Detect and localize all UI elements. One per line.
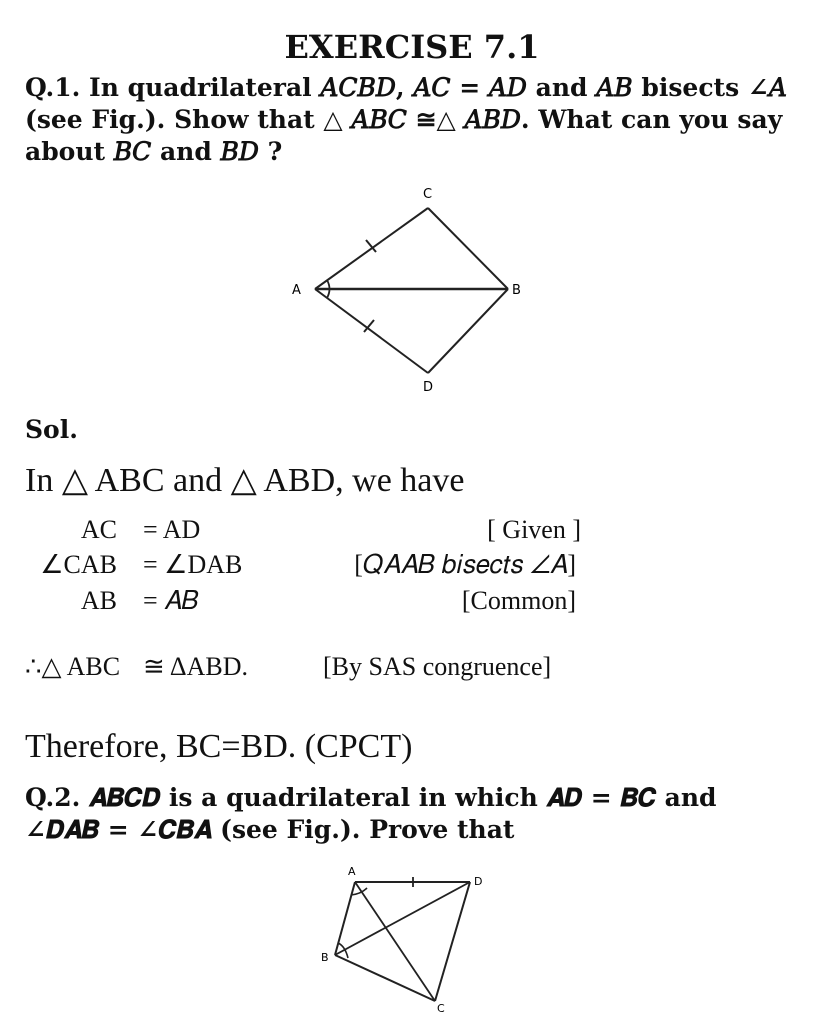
- segment-ac: [315, 208, 428, 289]
- row2-left: ∠CAB: [40, 550, 117, 579]
- q1-line-2: (see Fig.). Show that △ 𝐴𝐵𝐶 ≅△ 𝐴𝐵𝐷. What can you say: [25, 105, 783, 134]
- label-a: A: [292, 283, 301, 298]
- q1-figure: [280, 180, 540, 395]
- row3-right: = 𝐴𝐵: [143, 586, 199, 615]
- row3-left: AB: [80, 586, 117, 615]
- exercise-title: EXERCISE 7.1: [284, 28, 540, 66]
- diagonal-bd: [335, 882, 470, 955]
- q2-line-2: ∠𝑫𝑨𝑩 = ∠𝑪𝑩𝑨 (see Fig.). Prove that: [25, 815, 515, 844]
- segment-db: [428, 289, 508, 373]
- row1-reason: [ Given ]: [487, 515, 581, 544]
- row2-reason: [𝑄𝐴𝐴𝐵 𝑏𝑖𝑠𝑒𝑐𝑡𝑠 ∠𝐴]: [354, 550, 576, 579]
- label-c: C: [423, 187, 433, 202]
- segment-dc: [435, 882, 470, 1001]
- therefore-line: Therefore, BC=BD. (CPCT): [25, 728, 413, 765]
- row3-reason: [Common]: [461, 586, 576, 615]
- label-a: A: [348, 865, 356, 878]
- segment-ad: [315, 289, 428, 373]
- sol-intro: In △ ABC and △ ABD, we have: [25, 462, 465, 499]
- conclusion-mid: ≅ ΔABD.: [143, 652, 248, 681]
- row1-left: AC: [80, 515, 117, 544]
- conclusion-left: ∴△ ABC: [25, 652, 121, 681]
- row2-right: = ∠DAB: [143, 550, 243, 579]
- label-d: D: [423, 380, 434, 395]
- conclusion-reason: [By SAS congruence]: [323, 652, 552, 681]
- q2-figure: [315, 858, 500, 1018]
- row1-right: = AD: [143, 515, 201, 544]
- label-d: D: [474, 875, 483, 888]
- q1-line-1: Q.1. In quadrilateral 𝐴𝐶𝐵𝐷, 𝐴𝐶 = 𝐴𝐷 and 𝐴𝐵 bisects ∠𝐴: [25, 73, 787, 102]
- q1-line-3: about 𝐵𝐶 and 𝐵𝐷 ?: [25, 137, 283, 166]
- label-c: C: [437, 1002, 445, 1015]
- sol-heading: Sol.: [25, 415, 78, 444]
- label-b: B: [512, 283, 521, 298]
- segment-ab: [335, 882, 355, 955]
- label-b: B: [321, 951, 329, 964]
- segment-cb: [428, 208, 508, 289]
- q2-line-1: Q.2. 𝑨𝑩𝑪𝑫 is a quadrilateral in which 𝑨𝑫 = 𝑩𝑪 and: [25, 783, 717, 812]
